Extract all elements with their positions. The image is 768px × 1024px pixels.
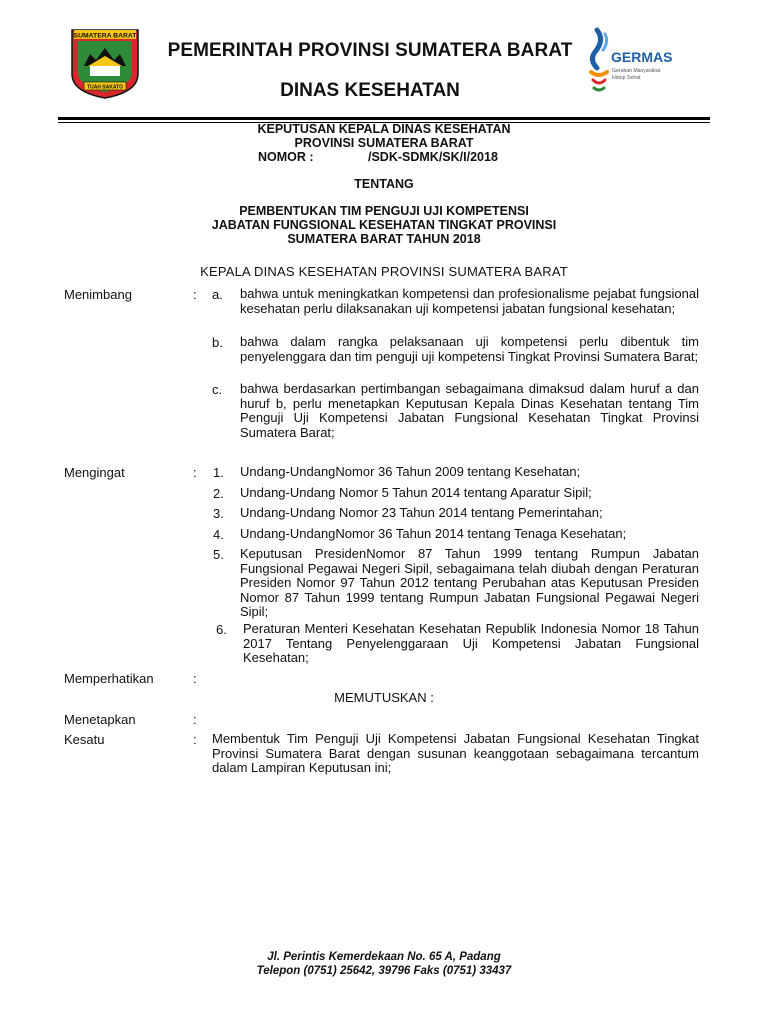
decree-number-label: NOMOR :: [258, 150, 314, 164]
kesatu-text: Membentuk Tim Penguji Uji Kompetensi Jabatan Fungsional Kesehatan Tingkat Provinsi Sumatera Barat dengan susunan keanggotaan sebagaimana tercantum dalam Lampiran Keputusan ini;: [212, 731, 699, 776]
mengingat-mark-4: 4.: [213, 527, 224, 542]
decree-title-line1: KEPUTUSAN KEPALA DINAS KESEHATAN: [257, 122, 511, 136]
germas-sub1: Gerakan Masyarakat: [612, 68, 661, 74]
kesatu-colon: :: [193, 732, 197, 747]
menetapkan-label: Menetapkan: [64, 712, 136, 727]
mengingat-mark-5: 5.: [213, 547, 224, 562]
memperhatikan-label: Memperhatikan: [64, 671, 154, 686]
letterhead-rule-thick: [58, 117, 710, 120]
mengingat-mark-1: 1.: [213, 465, 224, 480]
tentang-heading: TENTANG: [354, 177, 414, 191]
dept-title: DINAS KESEHATAN: [280, 80, 460, 101]
germas-name: GERMAS: [611, 49, 673, 65]
menimbang-mark-b: b.: [212, 335, 223, 350]
mengingat-item-1: Undang-UndangNomor 36 Tahun 2009 tentang Kesehatan;: [240, 464, 581, 479]
decree-number-line: [258, 150, 498, 164]
menimbang-label: Menimbang: [64, 287, 132, 302]
mengingat-mark-6: 6.: [216, 622, 227, 637]
mengingat-item-5: Keputusan PresidenNomor 87 Tahun 1999 tentang Rumpun Jabatan Fungsional Pegawai Negeri Sipil, sebagaimana telah diubah dengan Peraturan Presiden Nomor 97 Tahun 2012 tentang Perubahan atas Keputusan Presiden Nomor 87 Tahun 1999 tentang Rumpun Jabatan Fungsional Pegawai Negeri Sipil;: [240, 546, 699, 620]
menimbang-mark-c: c.: [212, 382, 223, 397]
memperhatikan-colon: :: [193, 671, 197, 686]
emblem-top-text: SUMATERA BARAT: [73, 32, 137, 40]
kesatu-label: Kesatu: [64, 732, 105, 747]
mengingat-item-3: Undang-Undang Nomor 23 Tahun 2014 tentang Pemerintahan;: [240, 505, 603, 520]
mengingat-mark-3: 3.: [213, 506, 224, 521]
emblem-motto-text: TUAH SAKATO: [87, 84, 123, 91]
memutuskan-heading: MEMUTUSKAN :: [334, 690, 434, 705]
subject-line3: SUMATERA BARAT TAHUN 2018: [287, 232, 481, 246]
germas-logo-icon: [585, 26, 675, 98]
decree-title-line2: PROVINSI SUMATERA BARAT: [294, 136, 474, 150]
mengingat-colon: :: [193, 465, 197, 480]
mengingat-label: Mengingat: [64, 465, 125, 480]
mengingat-mark-2: 2.: [213, 486, 224, 501]
footer-address: Jl. Perintis Kemerdekaan No. 65 A, Padang: [267, 951, 501, 963]
decree-number-value: /SDK-SDMK/SK/I/2018: [368, 150, 498, 164]
mengingat-item-4: Undang-UndangNomor 36 Tahun 2014 tentang Tenaga Kesehatan;: [240, 526, 627, 541]
menimbang-colon: :: [193, 287, 197, 302]
subject-line2: JABATAN FUNGSIONAL KESEHATAN TINGKAT PROVINSI: [211, 218, 557, 232]
menimbang-item-b: bahwa dalam rangka pelaksanaan uji kompetensi perlu dibentuk tim penyelenggara dan tim penguji uji kompetensi Tingkat Provinsi Sumatera Barat;: [240, 334, 699, 364]
issuer-line: KEPALA DINAS KESEHATAN PROVINSI SUMATERA BARAT: [200, 264, 568, 279]
germas-sub2: Hidup Sehat: [612, 75, 641, 81]
org-title: PEMERINTAH PROVINSI SUMATERA BARAT: [167, 40, 573, 61]
menetapkan-colon: :: [193, 712, 197, 727]
sumatera-barat-emblem-icon: [70, 26, 140, 100]
menimbang-mark-a: a.: [212, 287, 223, 302]
mengingat-item-6: Peraturan Menteri Kesehatan Kesehatan Republik Indonesia Nomor 18 Tahun 2017 Tentang Penyelenggaraan Uji Kompetensi Jabatan Fungsional Kesehatan;: [243, 621, 699, 666]
subject-line1: PEMBENTUKAN TIM PENGUJI UJI KOMPETENSI: [239, 204, 529, 218]
menimbang-item-c: bahwa berdasarkan pertimbangan sebagaimana dimaksud dalam huruf a dan huruf b, perlu menetapkan Keputusan Kepala Dinas Kesehatan tentang Tim Penguji Uji Kompetensi Jabatan Fungsional Kesehatan Tingkat Provinsi Sumatera Barat;: [240, 381, 699, 440]
mengingat-item-2: Undang-Undang Nomor 5 Tahun 2014 tentang Aparatur Sipil;: [240, 485, 592, 500]
menimbang-item-a: bahwa untuk meningkatkan kompetensi dan profesionalisme pejabat fungsional kesehatan perlu dilaksanakan uji kompetensi jabatan fungsional kesehatan;: [240, 286, 699, 316]
footer-phone: Telepon (0751) 25642, 39796 Faks (0751) 33437: [256, 965, 512, 977]
